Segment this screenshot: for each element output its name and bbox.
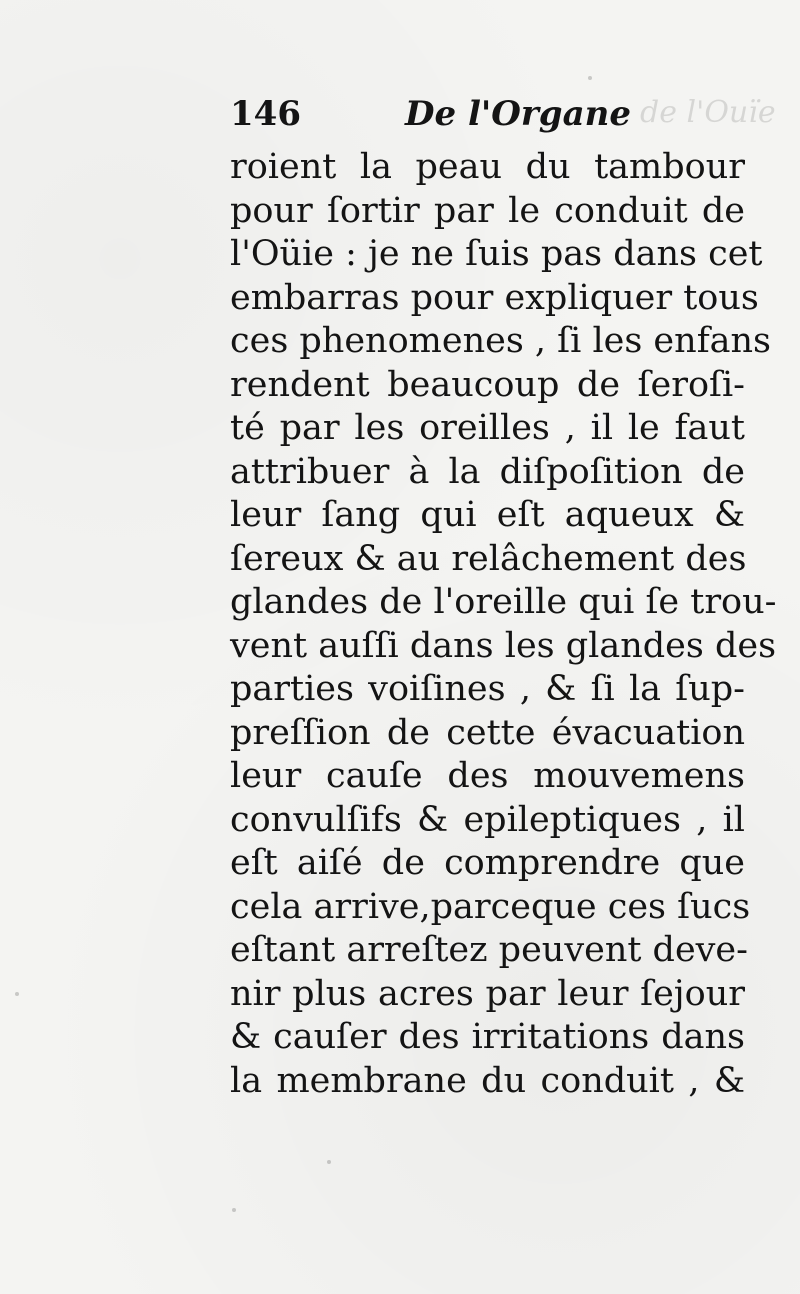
text-line: glandes de l'oreille qui ſe trou- — [230, 582, 777, 622]
text-line: & cauſer des irritations dans — [230, 1017, 745, 1057]
paper-speck — [327, 1160, 331, 1164]
text-line: té par les oreilles , il le faut — [230, 408, 745, 448]
text-line: ces phenomenes , ſi les enfans — [230, 321, 772, 361]
text-line: l'Oüie : je ne ſuis pas dans cet — [230, 234, 763, 274]
text-line: la membrane du conduit , & — [230, 1060, 745, 1101]
text-line: preſſion de cette évacuation — [230, 712, 745, 753]
text-line: rendent beaucoup de ſeroſi- — [230, 364, 745, 405]
text-line: leur cauſe des mouvemens — [230, 756, 745, 796]
page-header — [230, 92, 750, 136]
text-line: parties voiſines , & ſi la ſup- — [230, 669, 745, 709]
paper-speck — [15, 992, 19, 996]
running-title: De l'Organe — [405, 94, 631, 134]
text-line: leur ſang qui eſt aqueux & — [230, 495, 745, 535]
text-line: nir plus acres par leur ſejour — [230, 973, 745, 1014]
paper-speck — [588, 76, 592, 80]
text-line: vent auſſi dans les glandes des — [230, 625, 777, 666]
page-number: 146 — [230, 94, 301, 134]
text-line: convulſifs & epileptiques , il — [230, 799, 745, 840]
text-line: eſt aiſé de comprendre que — [230, 843, 745, 883]
text-line: roient la peau du tambour — [230, 147, 745, 187]
text-line: ſereux & au relâchement des — [230, 538, 747, 579]
text-line: attribuer à la diſpoſition de — [230, 451, 745, 492]
paper-speck — [232, 1208, 236, 1212]
bleed-through-text: de l'Ouïe — [640, 95, 776, 130]
text-line: embarras pour expliquer tous — [230, 277, 759, 318]
text-line: cela arrive,parceque ces ſucs — [230, 886, 751, 927]
text-line: pour ſortir par le conduit de — [230, 190, 745, 231]
body-text — [230, 146, 777, 1103]
text-line: eſtant arreſtez peuvent deve- — [230, 930, 748, 970]
